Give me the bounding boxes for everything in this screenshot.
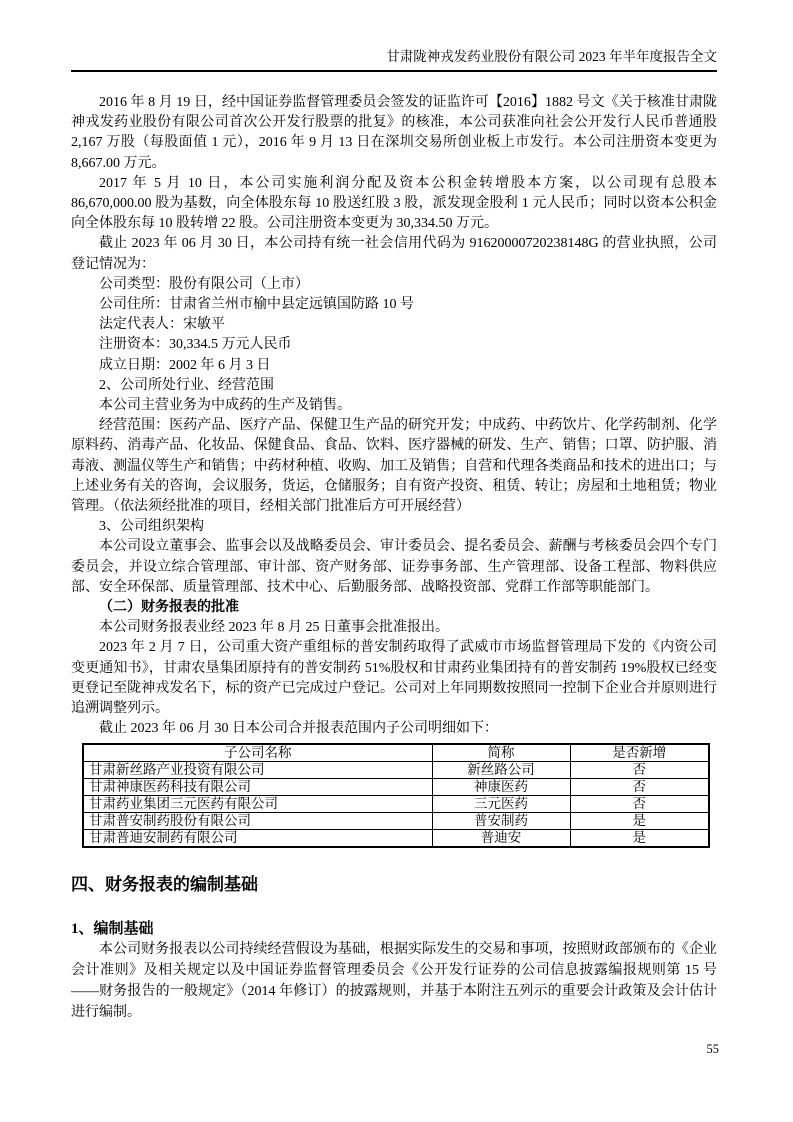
heading-statement-approval: （二）财务报表的批准: [99, 600, 239, 616]
registration-founding-date: 成立日期：2002 年 6 月 3 日: [99, 357, 271, 373]
registration-legal-representative: 法定代表人：宋敏平: [99, 317, 225, 333]
subsidiary-new-cell: 是: [570, 829, 709, 847]
subsidiary-new-cell: 否: [570, 778, 709, 795]
subsidiary-name-cell: 甘肃药业集团三元医药有限公司: [83, 795, 432, 812]
heading-industry-scope: 2、公司所处行业、经营范围: [99, 377, 274, 393]
table-row: [83, 812, 709, 829]
subsidiary-short-cell: 神康医药: [432, 778, 570, 795]
subsidiaries-table: [82, 743, 710, 848]
paragraph-organization: 本公司设立董事会、监事会以及战略委员会、审计委员会、提名委员会、薪酬与考核委员会四个专门委员会，并设立综合管理部、审计部、资产财务部、证券事务部、生产管理部、设备工程部、物料供应部、安全环保部、质量管理部、技术中心、后勤服务部、战略投资部、党群工作部等职能部门。: [71, 539, 717, 595]
paragraph-approval-date: 本公司财务报表业经 2023 年 8 月 25 日董事会批准报出。: [99, 620, 449, 636]
subsidiary-name-cell: 甘肃普迪安制药有限公司: [83, 829, 432, 847]
subsidiary-new-cell: 否: [570, 795, 709, 812]
heading-organization: 3、公司组织架构: [99, 519, 204, 535]
report-title: 甘肃陇神戎发药业股份有限公司 2023 年半年度报告全文: [386, 49, 717, 64]
table-row: [83, 778, 709, 795]
subsidiary-name-cell: 甘肃普安制药股份有限公司: [83, 812, 432, 829]
heading-preparation-basis: 1、编制基础: [71, 920, 154, 937]
paragraph-subsidiaries-intro: 截止 2023 年 06 月 30 日本公司合并报表范围内子公司明细如下：: [99, 721, 498, 737]
document-body: [71, 93, 717, 1023]
subsidiary-new-cell: 否: [570, 761, 709, 778]
paragraph-ipo-2016: 2016 年 8 月 19 日，经中国证券监督管理委员会签发的证监许可【2016】1882 号文《关于核准甘肃陇神戎发药业股份有限公司首次公开发行股票的批复》的核准，本公司获准向社会公开发行人民币普通股 2,167 万股（每股面值 1 元），2016 年 9 月 13 日在深圳交易所创业板上市发行。本公司注册资本变更为 8,667.00 万元。: [71, 95, 717, 171]
subsidiary-new-cell: 是: [570, 812, 709, 829]
subsidiary-name-cell: 甘肃神康医药科技有限公司: [83, 778, 432, 795]
subsidiary-short-cell: 普安制药: [432, 812, 570, 829]
paragraph-main-business: 本公司主营业务为中成药的生产及销售。: [99, 398, 351, 414]
subsidiary-short-cell: 新丝路公司: [432, 761, 570, 778]
subsidiary-short-cell: 三元医药: [432, 795, 570, 812]
page-number: 55: [706, 1042, 719, 1056]
paragraph-dividend-2017: 2017 年 5 月 10 日，本公司实施利润分配及资本公积金转增股本方案，以公司现有总股本 86,670,000.00 股为基数，向全体股东每 10 股送红股 3 股，派发现金股利 1 元人民币；同时以资本公积金向全体股东每 10 股转增 22 股。公司注册资本变更为 30,334.50 万元。: [71, 175, 717, 232]
page-header: [71, 48, 717, 72]
paragraph-business-license: 截止 2023 年 06 月 30 日，本公司持有统一社会信用代码为 91620000720238148G 的营业执照，公司登记情况为：: [71, 236, 717, 272]
registration-registered-capital: 注册资本：30,334.5 万元人民币: [99, 337, 292, 353]
paragraph-preparation-basis: 本公司财务报表以公司持续经营假设为基础，根据实际发生的交易和事项，按照财政部颁布的《企业会计准则》及相关规定以及中国证券监督管理委员会《公开发行证券的公司信息披露编报规则第 15 号——财务报告的一般规定》（2014 年修订）的披露规则，并基于本附注五列示的重要会计政策及会计估计进行编制。: [71, 941, 717, 1020]
paragraph-business-scope: 经营范围：医药产品、医疗产品、保健卫生产品的研究开发；中成药、中药饮片、化学药制剂、化学原料药、消毒产品、化妆品、保健食品、食品、饮料、医疗器械的研发、生产、销售；口罩、防护服、消毒液、测温仪等生产和销售；中药材种植、收购、加工及销售；自营和代理各类商品和技术的进出口；与上述业务有关的咨询，会议服务，货运，仓储服务；自有资产投资、租赁、转让；房屋和土地租赁；物业管理。（依法须经批准的项目，经相关部门批准后方可开展经营）: [71, 418, 717, 515]
table-row: [83, 795, 709, 812]
subsidiary-name-cell: 甘肃新丝路产业投资有限公司: [83, 761, 432, 778]
subsidiary-short-cell: 普迪安: [432, 829, 570, 847]
column-header-is-new: 是否新增: [570, 744, 709, 762]
heading-section-4: 四、财务报表的编制基础: [71, 874, 258, 894]
table-row: [83, 761, 709, 778]
table-row: [83, 829, 709, 847]
column-header-subsidiary-name: 子公司名称: [83, 744, 432, 762]
column-header-short-name: 简称: [432, 744, 570, 762]
registration-company-address: 公司住所：甘肃省兰州市榆中县定远镇国防路 10 号: [99, 297, 414, 313]
paragraph-restructuring: 2023 年 2 月 7 日，公司重大资产重组标的普安制药取得了武威市市场监督管理局下发的《内资公司变更通知书》，甘肃农垦集团原持有的普安制药 51%股权和甘肃药业集团持有的普安制药 19%股权已经变更登记至陇神戎发名下，标的资产已完成过户登记。公司对上年同期数按照同一控制下企业合并原则进行追溯调整列示。: [71, 640, 717, 717]
registration-company-type: 公司类型：股份有限公司（上市）: [99, 276, 309, 292]
table-header-row: [83, 744, 709, 762]
